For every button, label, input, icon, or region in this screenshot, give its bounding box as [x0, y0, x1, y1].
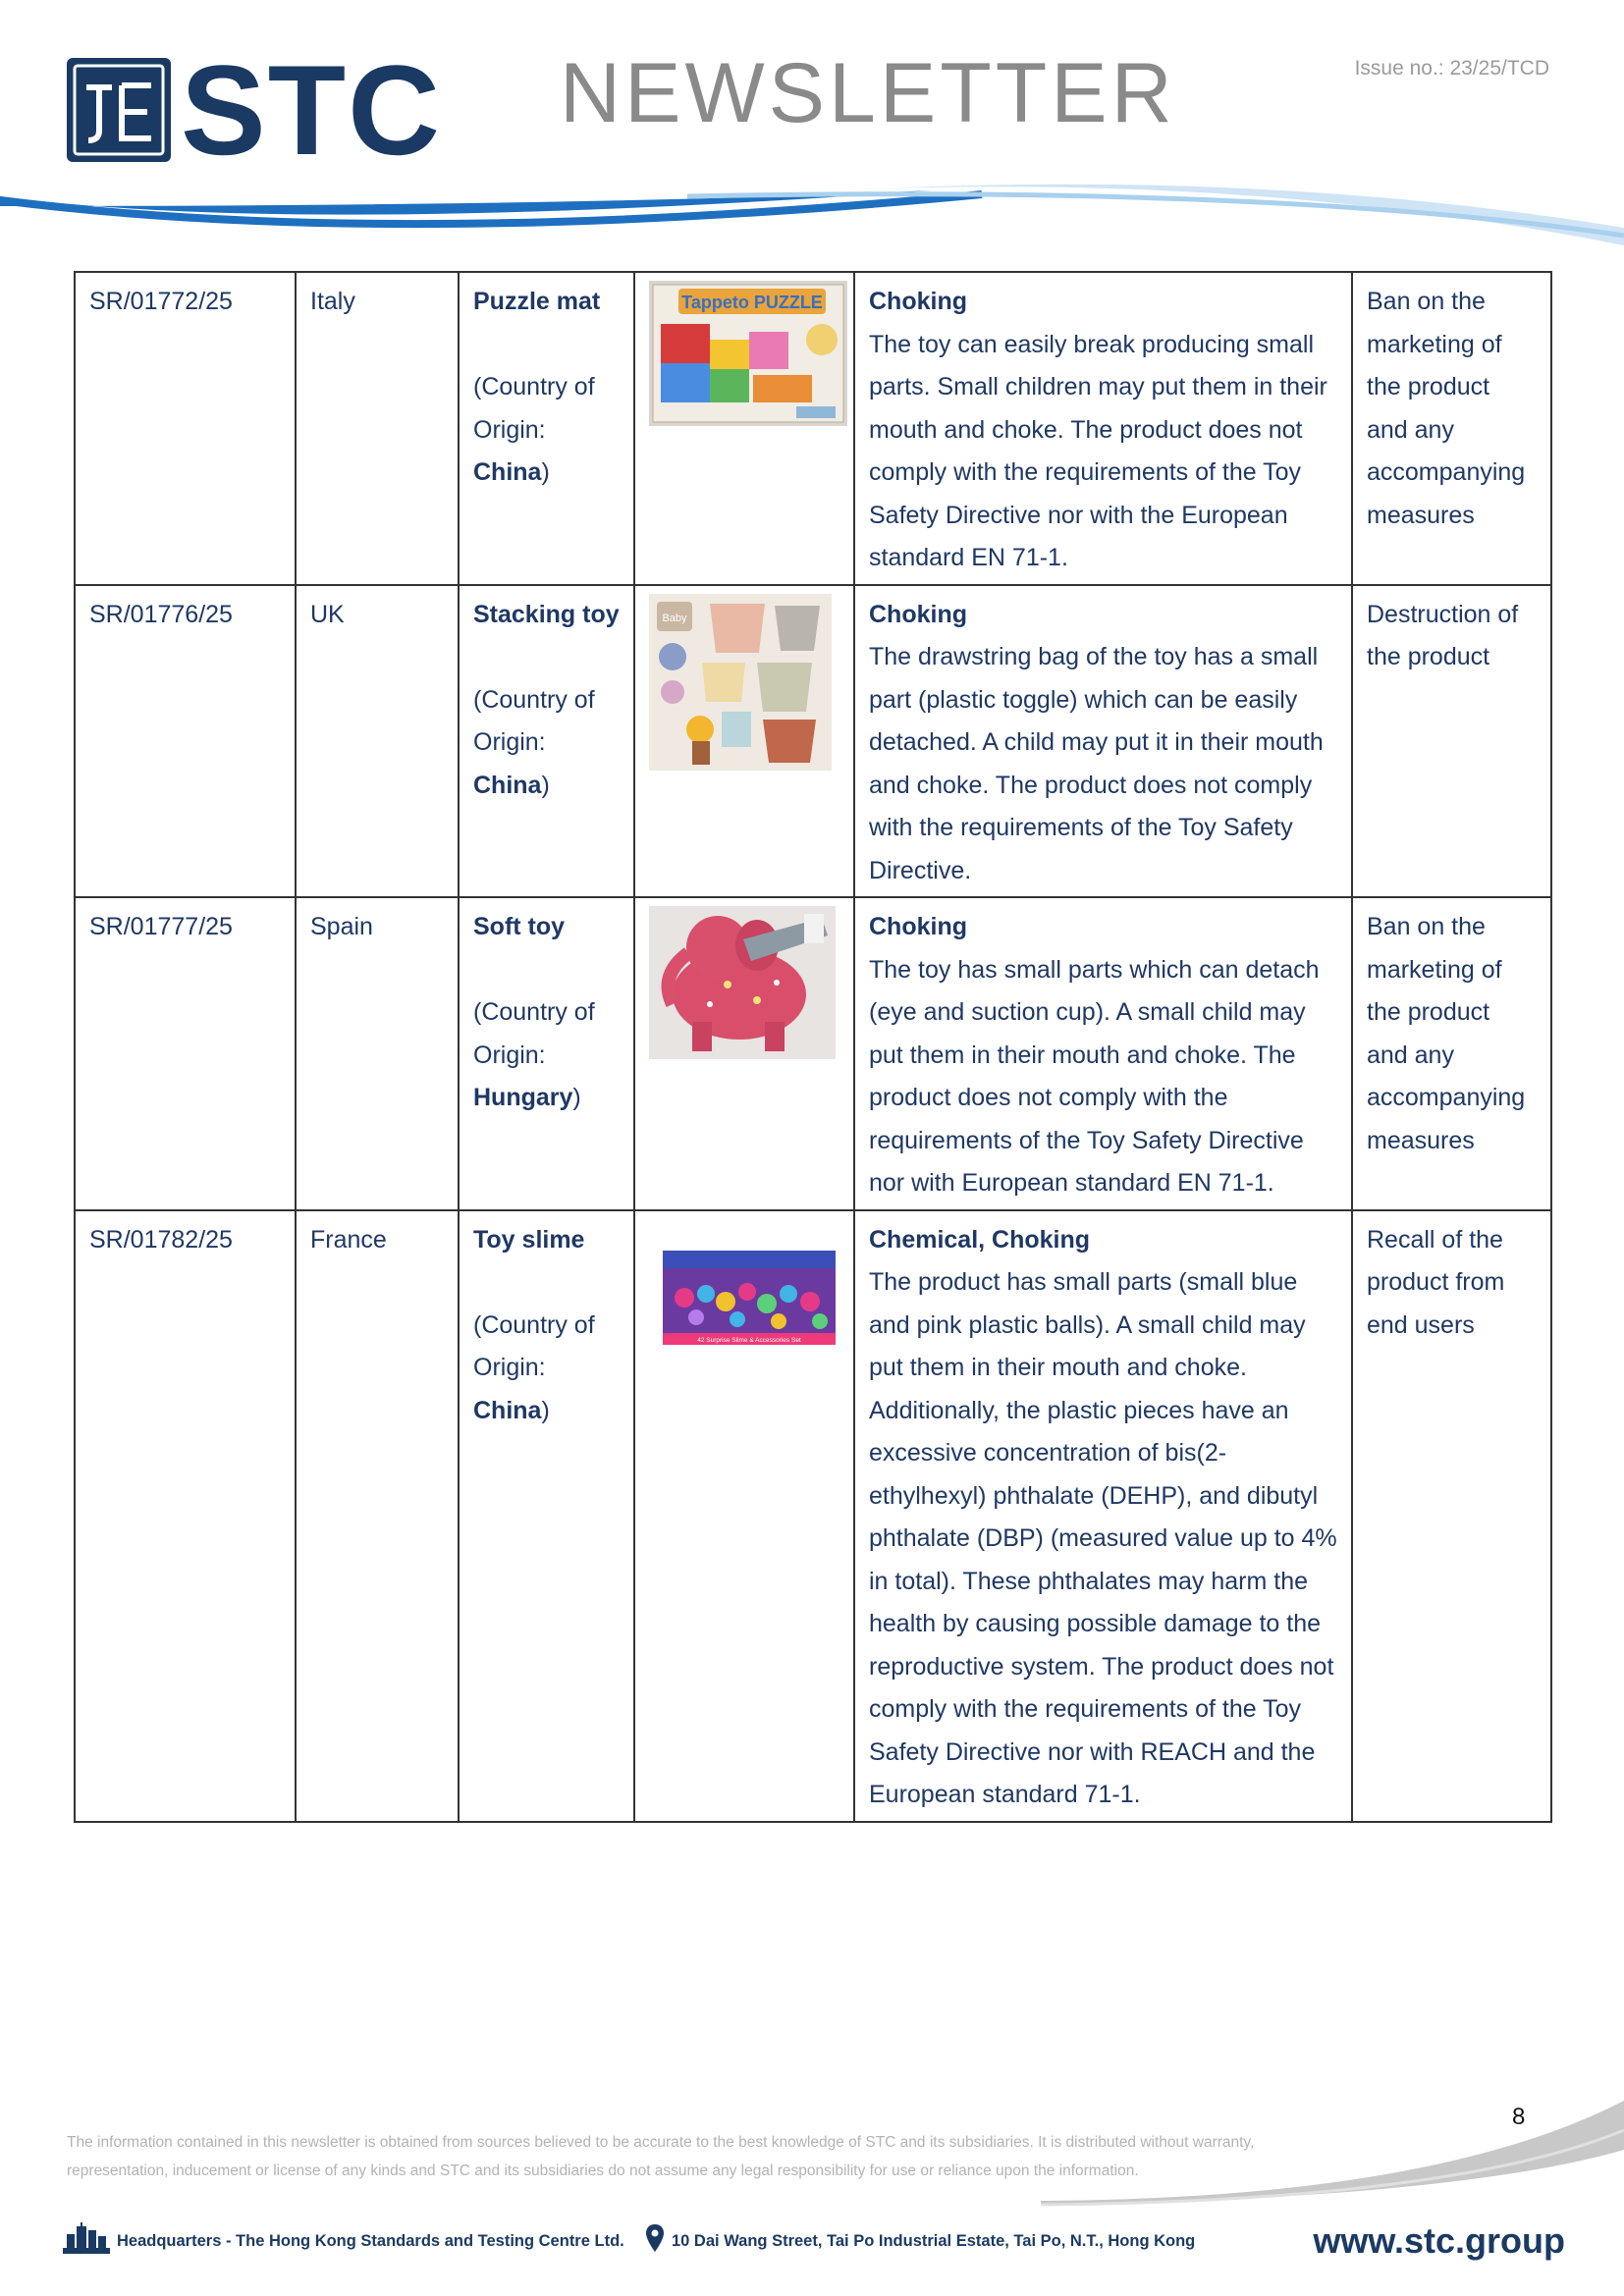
website-link[interactable]: www.stc.group	[1313, 2220, 1565, 2261]
recall-table	[74, 271, 1552, 1823]
country-cell: UK	[296, 585, 459, 898]
product-name: Puzzle mat	[473, 288, 601, 315]
risk-type: Choking	[869, 913, 967, 940]
product-cell	[459, 897, 634, 1210]
address-label: 10 Dai Wang Street, Tai Po Industrial Estate, Tai Po, N.T., Hong Kong	[672, 2232, 1196, 2250]
risk-type: Choking	[869, 600, 967, 628]
measure-cell: Ban on the marketing of the product and any accompanying measures	[1352, 272, 1551, 585]
risk-cell	[854, 585, 1352, 898]
box-caption-text: 42 Surprise Slime & Accessories Set	[697, 1336, 801, 1344]
measure-cell: Destruction of the product	[1352, 585, 1551, 898]
origin-country: Hungary	[473, 1084, 573, 1111]
risk-cell	[854, 897, 1352, 1210]
puzzle-mat-box-image	[649, 281, 847, 426]
issue-number: Issue no.: 23/25/TCD	[1354, 57, 1549, 80]
risk-description: The toy can easily break producing small parts. Small children may put them in their mouth and choke. The product does not comply with the requirements of the Toy Safety Directive nor with the European standard EN 71-1.	[869, 330, 1327, 571]
origin-prefix: (Country of Origin:	[473, 373, 595, 444]
logo-wordmark: STC	[181, 38, 442, 182]
table-row	[75, 1210, 1551, 1822]
origin-suffix: )	[541, 771, 550, 799]
origin-suffix: )	[572, 1084, 581, 1111]
origin-country: China	[473, 458, 542, 486]
country-cell: Spain	[296, 897, 459, 1210]
building-icon	[63, 2222, 110, 2254]
image-cell	[634, 585, 854, 898]
product-name: Soft toy	[473, 913, 566, 940]
table-row	[75, 272, 1551, 585]
risk-cell	[854, 1210, 1352, 1822]
origin-country: China	[473, 771, 542, 799]
page-number: 8	[1512, 2104, 1526, 2130]
product-cell	[459, 272, 634, 585]
footer-bar	[63, 2220, 1565, 2260]
table-row	[75, 585, 1551, 898]
risk-description: The drawstring bag of the toy has a small part (plastic toggle) which can be easily detached. A child may put it in their mouth and choke. The product does not comply with the requirements of the Toy Safety Directive.	[869, 643, 1324, 884]
disclaimer-text: The information contained in this newsletter is obtained from sources believed to be accurate to the best knowledge of STC and its subsidiaries. It is distributed without warranty, representation, inducement or license of any kinds and STC and its subsidiaries do not assume any legal responsibility for use or reliance upon the information.	[67, 2134, 1255, 2179]
origin-prefix: (Country of Origin:	[473, 685, 595, 756]
image-cell	[634, 897, 854, 1210]
stc-logo	[67, 38, 460, 182]
soft-toy-elephant-image	[649, 906, 836, 1059]
stc-logo-mark-icon	[67, 58, 171, 162]
measure-cell: Ban on the marketing of the product and any accompanying measures	[1352, 897, 1551, 1210]
stacking-toy-image	[649, 594, 832, 771]
reference-cell: SR/01776/25	[75, 585, 296, 898]
product-name: Toy slime	[473, 1225, 585, 1254]
image-cell	[634, 1210, 854, 1822]
header-wave-decoration	[0, 177, 1624, 255]
headquarters-label: Headquarters - The Hong Kong Standards and Testing Centre Ltd.	[117, 2232, 624, 2250]
table-row	[75, 897, 1551, 1210]
origin-prefix: (Country of Origin:	[473, 998, 595, 1069]
reference-cell: SR/01777/25	[75, 897, 296, 1210]
origin-prefix: (Country of Origin:	[473, 1310, 595, 1381]
risk-type: Choking	[869, 288, 967, 315]
image-cell	[634, 272, 854, 585]
box-title-text: Tappeto PUZZLE	[681, 293, 823, 312]
country-cell: France	[296, 1210, 459, 1822]
product-name: Stacking toy	[473, 600, 620, 628]
reference-cell: SR/01772/25	[75, 272, 296, 585]
reference-cell: SR/01782/25	[75, 1210, 296, 1822]
origin-suffix: )	[541, 458, 550, 486]
origin-suffix: )	[541, 1396, 550, 1424]
toy-slime-box-image	[663, 1251, 836, 1345]
newsletter-title: NEWSLETTER	[560, 46, 1176, 140]
risk-description: The product has small parts (small blue and pink plastic balls). A small child may put them in their mouth and choke. Additionally, the plastic pieces have an excessive concentration of bis(2-ethylhexyl) phthalate (DEHP), and dibutyl phthalate (DBP) (measured value up to 4% in total). These phthalates may harm the health by causing possible damage to the reproductive system. The product does not comply with the requirements of the Toy Safety Directive nor with REACH and the European standard 71-1.	[869, 1268, 1337, 1808]
country-cell: Italy	[296, 272, 459, 585]
measure-cell: Recall of the product from end users	[1352, 1210, 1551, 1822]
risk-description: The toy has small parts which can detach (eye and suction cup). A small child may put them in their mouth and choke. The product does not comply with the requirements of the Toy Safety Directive nor with European standard EN 71-1.	[869, 955, 1320, 1197]
map-pin-icon	[646, 2224, 664, 2252]
box-label-text: Baby	[662, 612, 687, 624]
product-cell	[459, 585, 634, 898]
origin-country: China	[473, 1396, 542, 1424]
risk-cell	[854, 272, 1352, 585]
risk-type: Chemical, Choking	[869, 1225, 1091, 1254]
product-cell	[459, 1210, 634, 1822]
